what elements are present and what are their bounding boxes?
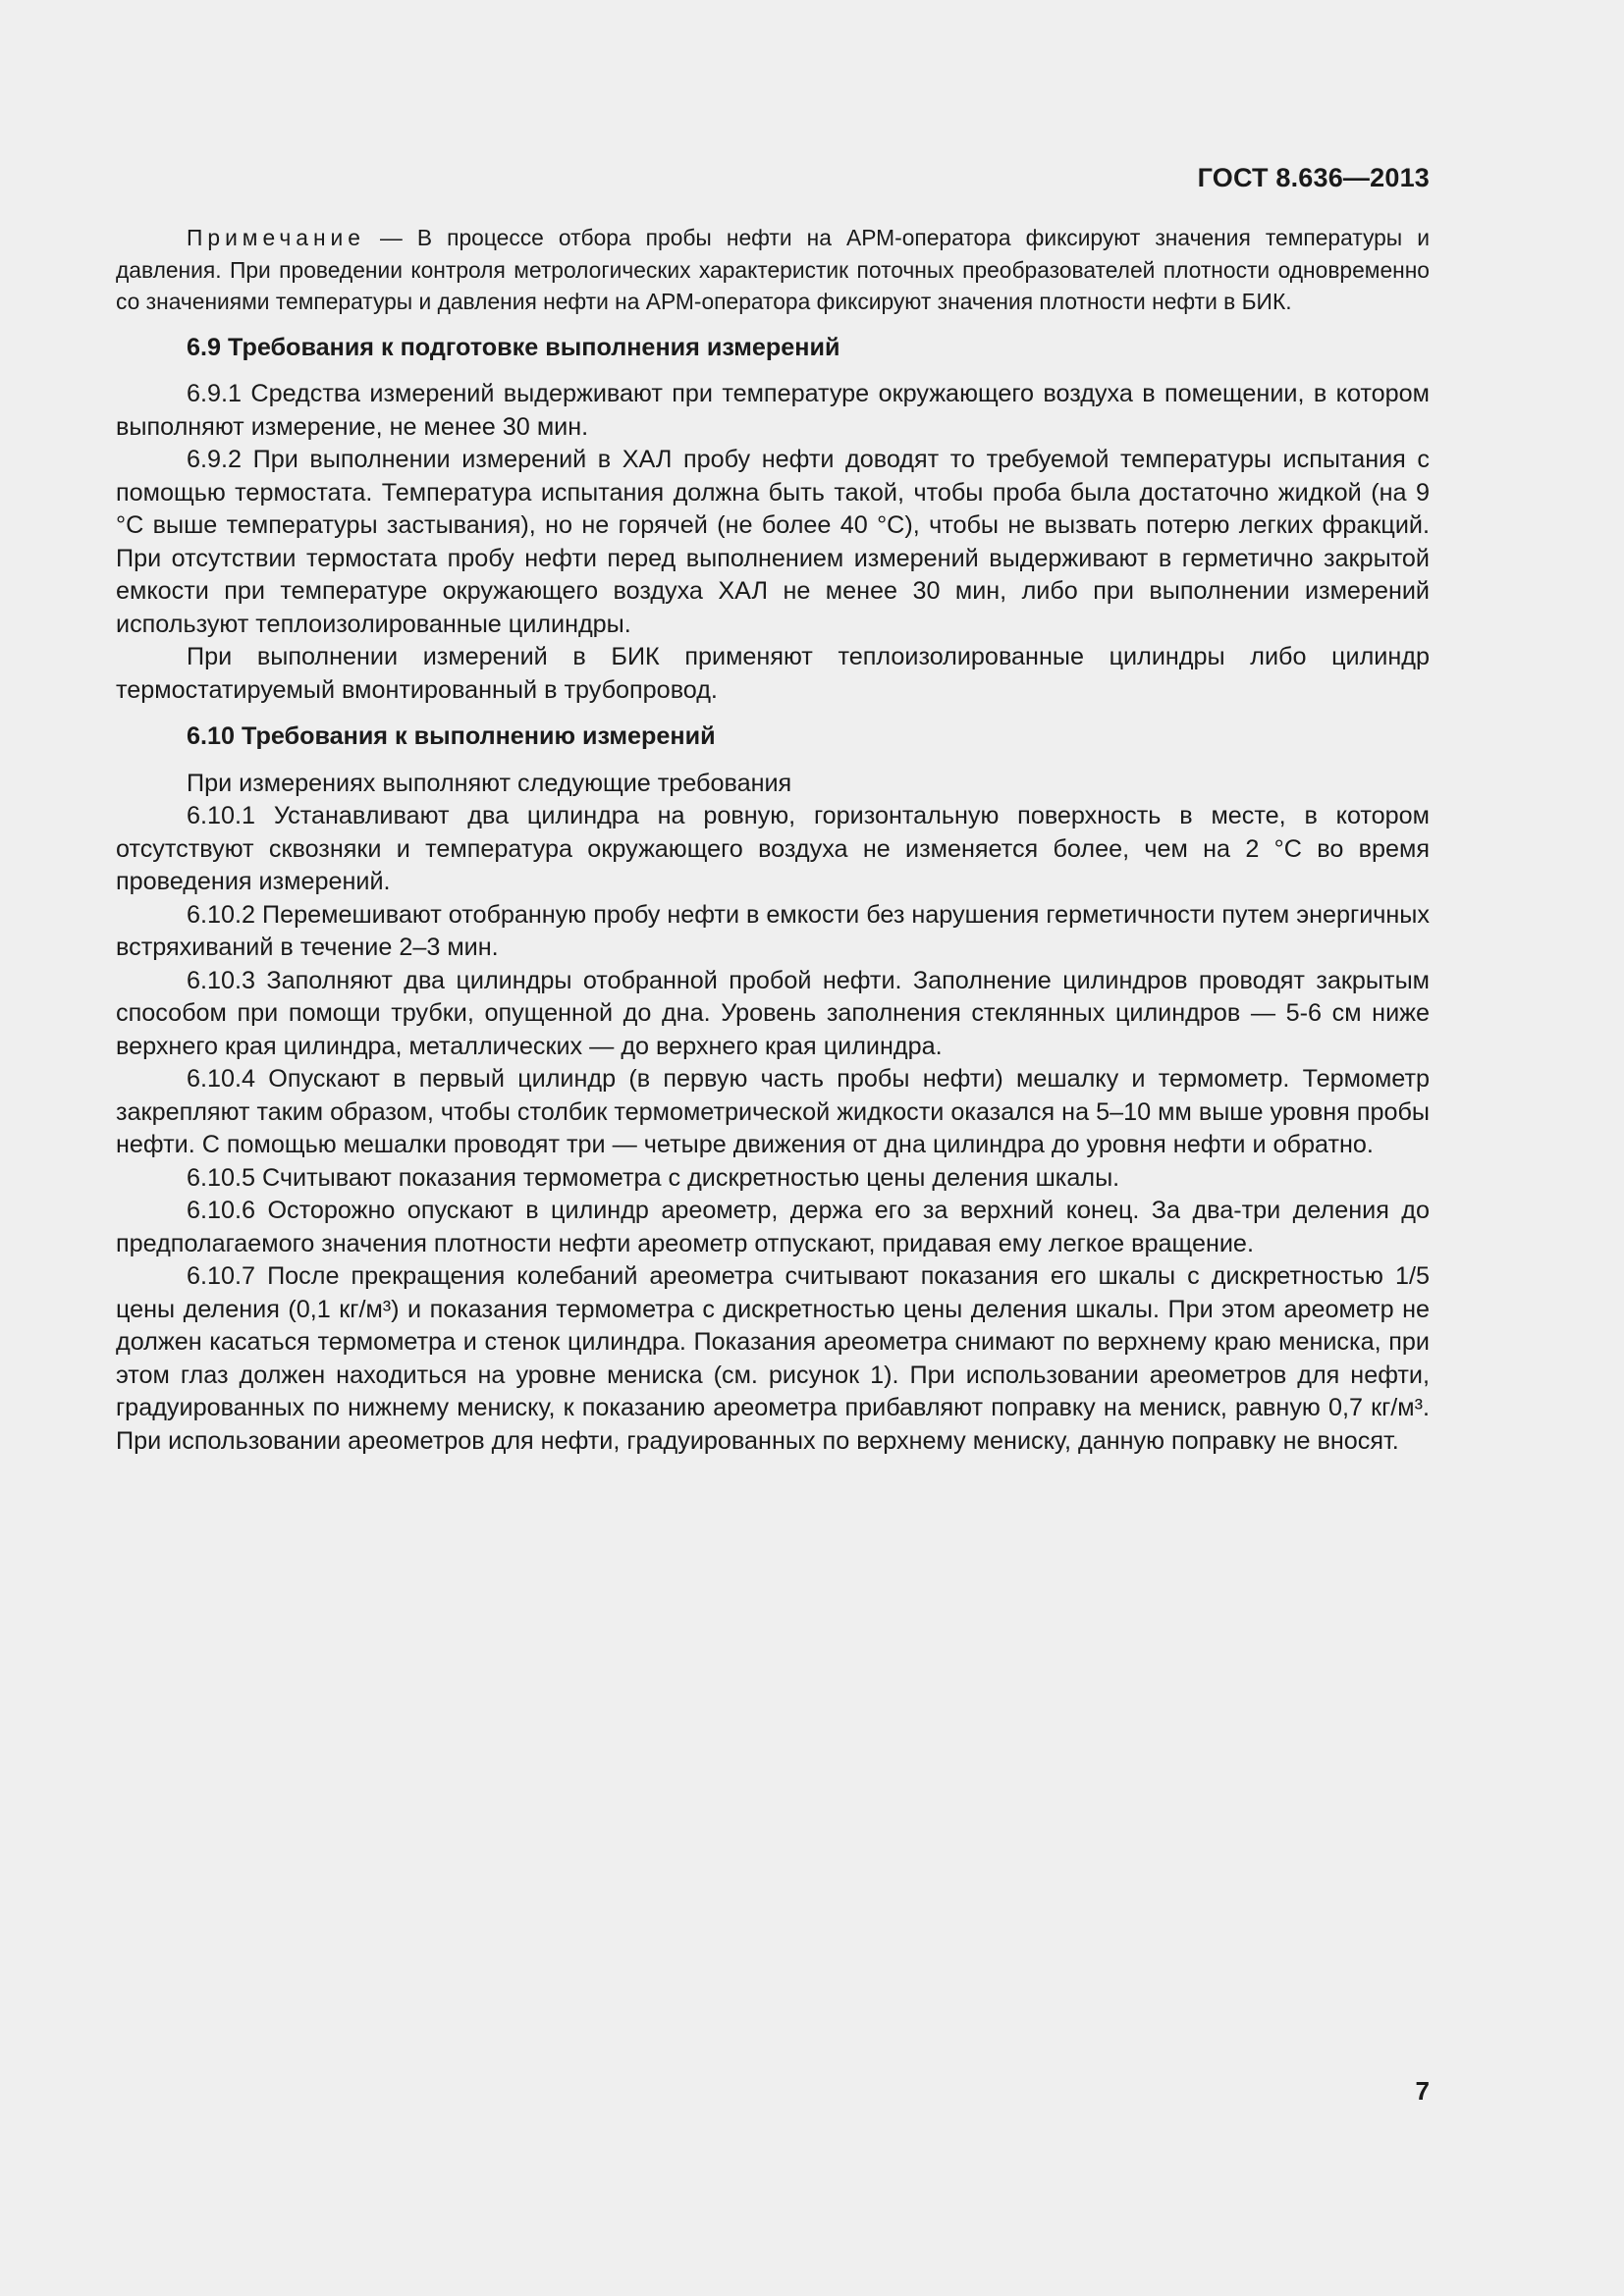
paragraph-6-10-intro: При измерениях выполняют следующие требования [187,769,792,797]
paragraph-6-10-7: 6.10.7 После прекращения колебаний ареометра считывают показания его шкалы с дискретностью 1/5 цены деления (0,1 кг/м³) и показания термометра с дискретностью цены деления шкалы. При этом ареометр не должен касаться термометра и стенок цилиндра. Показания ареометра снимают по верхнему краю мениска, при этом глаз должен находиться на уровне мениска (см. рисунок 1). При использовании ареометров для нефти, градуированных по нижнему мениску, к показанию ареометра прибавляют поправку на мениск, равную 0,7 кг/м³. При использовании ареометров для нефти, градуированных по верхнему мениску, данную поправку не вносят. [116,1262,1430,1455]
paragraph-6-10-3: 6.10.3 Заполняют два цилиндры отобранной пробой нефти. Заполнение цилиндров проводят закрытым способом при помощи трубки, опущенной до дна. Уровень заполнения стеклянных цилиндров — 5-6 см ниже верхнего края цилиндра, металлических — до верхнего края цилиндра. [116,966,1430,1060]
document-body [116,222,1430,1458]
note-text: — В процессе отбора пробы нефти на АРМ-оператора фиксируют значения температуры и давления. При проведении контроля метрологических характеристик поточных преобразователей плотности одновременно со значениями температуры и давления нефти на АРМ-оператора фиксируют значения плотности нефти в БИК. [116,225,1430,314]
paragraph-6-9-2: 6.9.2 При выполнении измерений в ХАЛ пробу нефти доводят то требуемой температуры испытания с помощью термостата. Температура испытания должна быть такой, чтобы проба была достаточно жидкой (на 9 °С выше температуры застывания), но не горячей (не более 40 °С), чтобы не вызвать потерю легких фракций. При отсутствии термостата пробу нефти перед выполнением измерений выдерживают в герметично закрытой емкости при температуре окружающего воздуха ХАЛ не менее 30 мин, либо при выполнении измерений используют теплоизолированные цилиндры. [116,446,1430,638]
paragraph-6-9-1: 6.9.1 Средства измерений выдерживают при температуре окружающего воздуха в помещении, в котором выполняют измерение, не менее 30 мин. [116,380,1430,441]
paragraph-6-10-1: 6.10.1 Устанавливают два цилиндра на ровную, горизонтальную поверхность в месте, в котором отсутствуют сквозняки и температура окружающего воздуха не изменяется более, чем на 2 °С во время проведения измерений. [116,802,1430,895]
note-label: Примечание [187,225,365,250]
paragraph-6-10-2: 6.10.2 Перемешивают отобранную пробу нефти в емкости без нарушения герметичности путем энергичных встряхиваний в течение 2–3 мин. [116,900,1430,961]
paragraph-6-10-4: 6.10.4 Опускают в первый цилиндр (в первую часть пробы нефти) мешалку и термометр. Термометр закрепляют таким образом, чтобы столбик термометрической жидкости оказался на 5–10 мм выше уровня пробы нефти. С помощью мешалки проводят три — четыре движения от дна цилиндра до уровня нефти и обратно. [116,1065,1430,1158]
paragraph-6-10-5: 6.10.5 Считывают показания термометра с дискретностью цены деления шкалы. [187,1163,1120,1192]
note-paragraph [116,222,1430,318]
document-id-header: ГОСТ 8.636—2013 [1197,163,1430,192]
paragraph-6-9-bik: При выполнении измерений в БИК применяют теплоизолированные цилиндры либо цилиндр термостатируемый вмонтированный в трубопровод. [116,643,1430,704]
section-6-10-title: 6.10 Требования к выполнению измерений [187,722,716,750]
section-6-9-title: 6.9 Требования к подготовке выполнения измерений [187,333,840,361]
page-number: 7 [1415,2076,1430,2106]
paragraph-6-10-6: 6.10.6 Осторожно опускают в цилиндр ареометр, держа его за верхний конец. За два-три деления до предполагаемого значения плотности нефти ареометр отпускают, придавая ему легкое вращение. [116,1197,1430,1257]
